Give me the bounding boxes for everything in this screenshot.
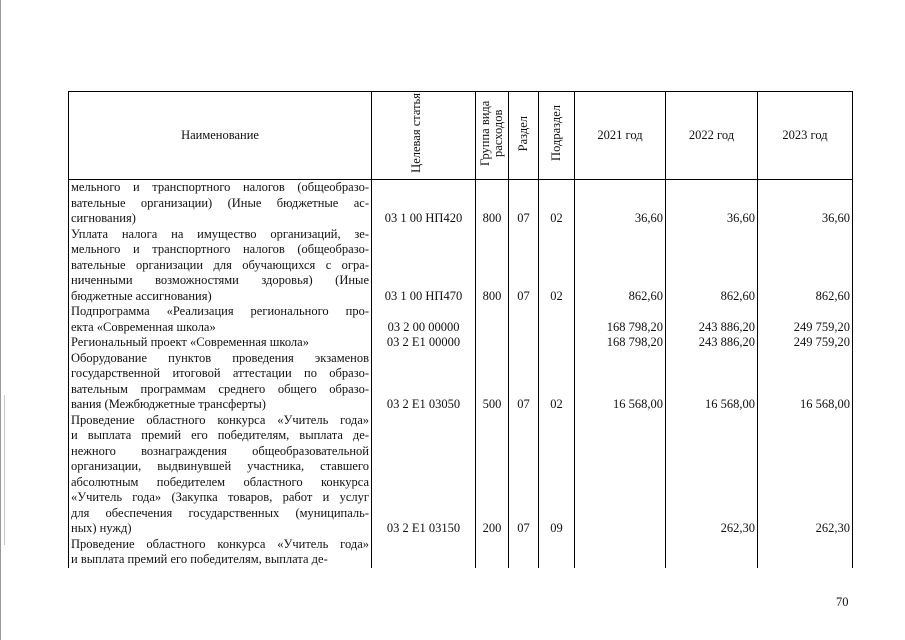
row-name-line: «Учитель года» (Закупка товаров, работ и услуг [71, 490, 369, 504]
row-name-line: Региональный проект «Современная школа» [71, 335, 309, 349]
row-name [69, 227, 372, 305]
header-name: Наименование [69, 92, 372, 180]
header-2021: 2021 год [575, 92, 666, 180]
row-2021 [575, 537, 666, 568]
row-group [476, 335, 509, 351]
row-2023: 16 568,00 [758, 351, 853, 413]
row-2021: 862,60 [575, 227, 666, 305]
budget-table [68, 91, 853, 568]
table-row [69, 351, 853, 413]
row-name-line: абсолютным победителем областного конкурса [71, 474, 369, 489]
row-2023: 249 759,20 [758, 335, 853, 351]
table-row [69, 180, 853, 227]
row-2022: 36,60 [666, 180, 758, 227]
header-target: Целевая статья [372, 92, 476, 180]
row-name-line: вательные организации для обучающихся с огра- [71, 257, 369, 272]
row-subsection: 02 [539, 180, 575, 227]
row-subsection: 09 [539, 413, 575, 537]
row-group: 800 [476, 180, 509, 227]
row-target: 03 2 E1 03150 [372, 413, 476, 537]
row-name [69, 180, 372, 227]
row-2021: 36,60 [575, 180, 666, 227]
row-2022: 243 886,20 [666, 304, 758, 335]
row-target: 03 1 00 НП420 [372, 180, 476, 227]
page-edge-line [0, 0, 1, 640]
row-target: 03 2 E1 03050 [372, 351, 476, 413]
row-group: 800 [476, 227, 509, 305]
row-name-line: мельного и транспортного налогов (общеобразо- [71, 180, 369, 194]
row-subsection: 02 [539, 351, 575, 413]
row-2022: 862,60 [666, 227, 758, 305]
row-name-line: Проведение областного конкурса «Учитель года» [71, 536, 369, 551]
row-name [69, 413, 372, 537]
header-group: Группа вида расходов [476, 92, 509, 180]
table-row [69, 227, 853, 305]
row-target: 03 2 00 00000 [372, 304, 476, 335]
row-name [69, 304, 372, 335]
row-name-line: Подпрограмма «Реализация регионального про- [71, 304, 369, 318]
row-section [509, 537, 539, 568]
row-group [476, 304, 509, 335]
row-name [69, 335, 372, 351]
row-section: 07 [509, 413, 539, 537]
row-name-line: екта «Современная школа» [71, 319, 216, 334]
row-name-line: Оборудование пунктов проведения экзаменов [71, 350, 369, 365]
row-name-line: организации, выдвинувшей участника, ставшего [71, 459, 369, 473]
row-section: 07 [509, 227, 539, 305]
row-2022: 16 568,00 [666, 351, 758, 413]
row-2022 [666, 537, 758, 568]
row-subsection [539, 335, 575, 351]
row-name-line: вательным программам среднего общего образо- [71, 381, 369, 396]
table-row [69, 537, 853, 568]
row-section: 07 [509, 180, 539, 227]
row-subsection [539, 537, 575, 568]
table-row [69, 304, 853, 335]
row-2021: 168 798,20 [575, 335, 666, 351]
table-row [69, 335, 853, 351]
row-name-line: и выплата премий его победителям, выплата де- [71, 552, 328, 566]
row-name [69, 351, 372, 413]
row-name [69, 537, 372, 568]
row-2023: 862,60 [758, 227, 853, 305]
header-section: Раздел [509, 92, 539, 180]
row-section [509, 335, 539, 351]
row-target: 03 1 00 НП470 [372, 227, 476, 305]
row-name-line: Проведение областного конкурса «Учитель года» [71, 412, 369, 427]
row-name-line: бюджетные ассигнования) [71, 288, 212, 303]
row-2021: 168 798,20 [575, 304, 666, 335]
row-name-line: ных) нужд) [71, 521, 132, 535]
row-subsection: 02 [539, 227, 575, 305]
row-2023 [758, 537, 853, 568]
row-section: 07 [509, 351, 539, 413]
row-name-line: и выплата премий его победителям, выплата де- [71, 428, 369, 442]
page-number: 70 [836, 595, 849, 609]
row-section [509, 304, 539, 335]
row-2023: 36,60 [758, 180, 853, 227]
row-group [476, 537, 509, 568]
row-name-line: мельного и транспортного налогов (общеобразо- [71, 242, 369, 256]
row-subsection [539, 304, 575, 335]
row-name-line: нежного вознаграждения общеобразовательной [71, 443, 369, 458]
row-name-line: вательные организации) (Иные бюджетные ас- [71, 195, 369, 210]
row-2021: 16 568,00 [575, 351, 666, 413]
page-edge-mark [4, 395, 5, 545]
row-name-line: ниченными возможностями здоровья) (Иные [71, 273, 369, 287]
table-row [69, 413, 853, 537]
row-target [372, 537, 476, 568]
row-2022: 262,30 [666, 413, 758, 537]
row-group: 500 [476, 351, 509, 413]
table-header-row [69, 92, 853, 180]
row-name-line: для обеспечения государственных (муниципаль- [71, 505, 369, 520]
row-name-line: государственной итоговой аттестации по образо- [71, 366, 369, 380]
row-group: 200 [476, 413, 509, 537]
row-name-line: Уплата налога на имущество организаций, зе- [71, 226, 369, 241]
row-name-line: вания (Межбюджетные трансферты) [71, 397, 266, 411]
row-2023: 249 759,20 [758, 304, 853, 335]
header-2023: 2023 год [758, 92, 853, 180]
row-name-line: сигнования) [71, 211, 136, 225]
row-2021 [575, 413, 666, 537]
header-2022: 2022 год [666, 92, 758, 180]
row-target: 03 2 E1 00000 [372, 335, 476, 351]
row-2022: 243 886,20 [666, 335, 758, 351]
header-subsection: Подраздел [539, 92, 575, 180]
row-2023: 262,30 [758, 413, 853, 537]
